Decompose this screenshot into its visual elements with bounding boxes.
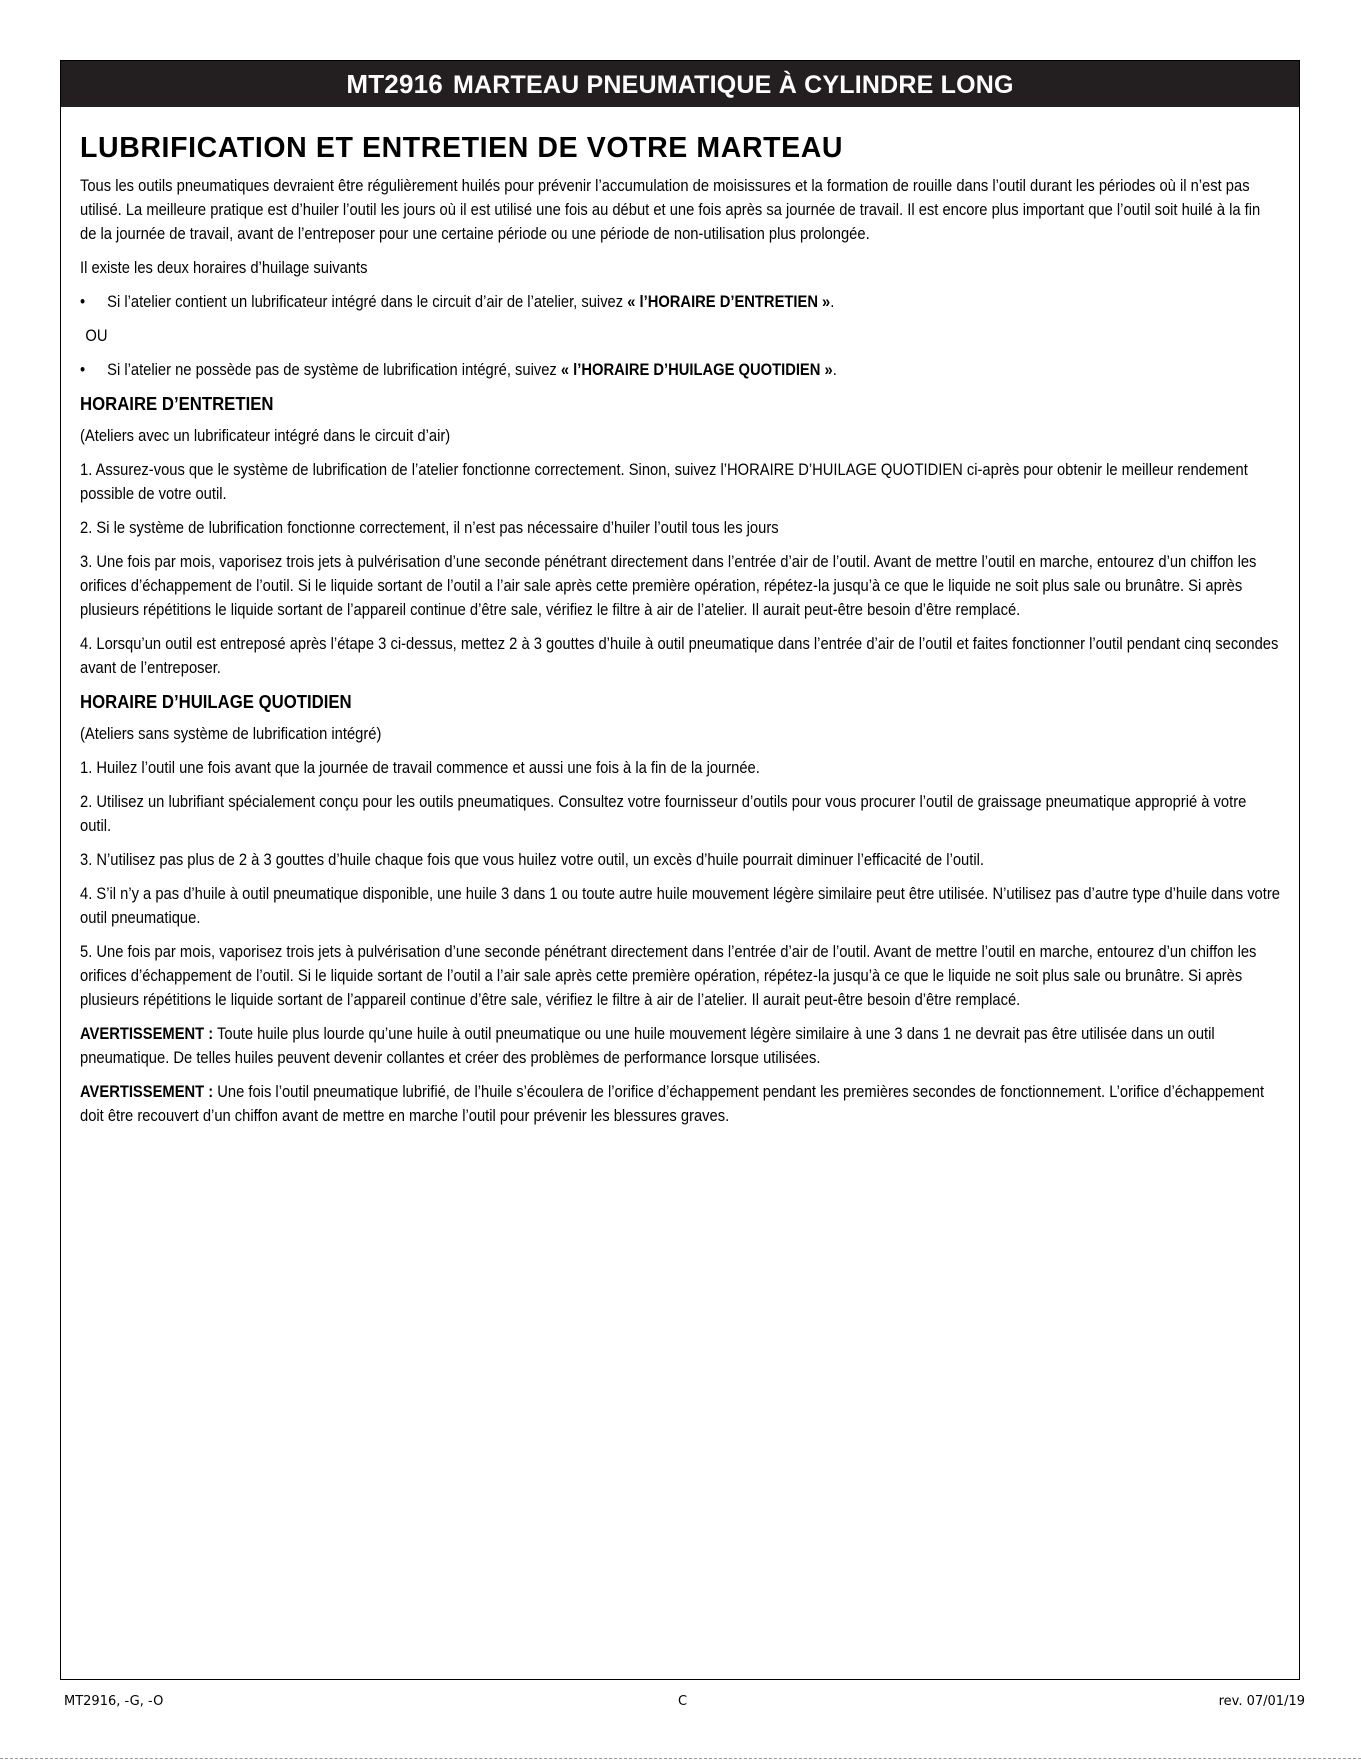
- daily-item: 5. Une fois par mois, vaporisez trois jets à pulvérisation d’une seconde pénétrant directement dans l’entrée d’air de l’outil. Avant de mettre l’outil en marche, entourez d’un chiffon les orifices d’échappement de l’outil. Si le liquide sortant de l’outil a l’air sale après cette première opération, répétez-la jusqu’à ce que le liquide ne soit plus sale ou brunâtre. Si après plusieurs répétitions le liquide sortant de l’appareil continue d’être sale, vérifiez le filtre à air de l’atelier. Il aurait peut-être besoin d’être remplacé.: [80, 943, 1257, 1009]
- page-footer: [64, 1694, 1305, 1714]
- daily-item: 3. N’utilisez pas plus de 2 à 3 gouttes d’huile chaque fois que vous huilez votre outil, un excès d’huile pourrait diminuer l’efficacité de l’outil.: [80, 851, 984, 869]
- footer-page-letter: C: [678, 1694, 688, 1709]
- maintenance-subtitle: (Ateliers avec un lubrificateur intégré dans le circuit d’air): [80, 427, 451, 445]
- intro-paragraph: Tous les outils pneumatiques devraient être régulièrement huilés pour prévenir l’accumulation de moisissures et la formation de rouille dans l’outil durant les périodes où il n’est pas utilisé. La meilleure pratique est d’huiler l’outil les jours où il est utilisé une fois au début et une fois après sa journée de travail. Il est encore plus important que l’outil soit huilé à la fin de la journée de travail, avant de l’entreposer pour une certaine période ou une période de non-utilisation plus prolongée.: [80, 177, 1261, 243]
- maintenance-item: 2. Si le système de lubrification fonctionne correctement, il n’est pas nécessaire d’huiler l’outil tous les jours: [80, 519, 779, 537]
- footer-model-codes: MT2916, -G, -O: [64, 1694, 164, 1709]
- daily-item: 4. S’il n’y a pas d’huile à outil pneumatique disponible, une huile 3 dans 1 ou toute autre huile mouvement légère similaire peut être utilisée. N’utilisez pas d’autre type d’huile dans votre outil pneumatique.: [80, 885, 1280, 927]
- schedules-intro: Il existe les deux horaires d’huilage suivants: [80, 259, 368, 277]
- warning-label: AVERTISSEMENT :: [80, 1025, 214, 1043]
- bullet-item: [80, 358, 1280, 382]
- main-title: LUBRIFICATION ET ENTRETIEN DE VOTRE MARTEAU: [80, 132, 844, 164]
- bullet-bold: « l’HORAIRE D’ENTRETIEN »: [627, 293, 831, 311]
- bullet-end: .: [830, 293, 835, 311]
- document-body: [80, 131, 1280, 1138]
- daily-item: 1. Huilez l’outil une fois avant que la journée de travail commence et aussi une fois à la fin de la journée.: [80, 759, 760, 777]
- warning-paragraph: [80, 1022, 1280, 1070]
- header-model: MT2916: [346, 69, 443, 99]
- daily-item: 2. Utilisez un lubrifiant spécialement conçu pour les outils pneumatiques. Consultez votre fournisseur d’outils pour vous procurer l’outil de graissage pneumatique approprié à votre outil.: [80, 793, 1247, 835]
- warning-text: Une fois l’outil pneumatique lubrifié, de l’huile s’écoulera de l’orifice d’échappement pendant les premières secondes de fonctionnement. L’orifice d’échappement doit être recouvert d’un chiffon avant de mettre en marche l’outil pour prévenir les blessures graves.: [80, 1083, 1265, 1125]
- bullet-end: .: [832, 361, 837, 379]
- maintenance-item: 4. Lorsqu’un outil est entreposé après l’étape 3 ci-dessus, mettez 2 à 3 gouttes d’huile à outil pneumatique dans l’entrée d’air de l’outil et faites fonctionner l’outil pendant cinq secondes avant de l’entreposer.: [80, 635, 1279, 677]
- warning-label: AVERTISSEMENT :: [80, 1083, 214, 1101]
- bullet-icon: •: [80, 361, 86, 379]
- page-frame: [60, 60, 1300, 1680]
- bullet-text: Si l’atelier contient un lubrificateur intégré dans le circuit d’air de l’atelier, suivez: [107, 293, 628, 311]
- maintenance-item: 1. Assurez-vous que le système de lubrification de l’atelier fonctionne correctement. Sinon, suivez l’HORAIRE D’HUILAGE QUOTIDIEN ci-après pour obtenir le meilleur rendement possible de votre outil.: [80, 461, 1248, 503]
- bottom-trim-line: [0, 1758, 1361, 1760]
- bullet-text: Si l’atelier ne possède pas de système de lubrification intégré, suivez: [107, 361, 561, 379]
- bullet-icon: •: [80, 293, 86, 311]
- daily-subtitle: (Ateliers sans système de lubrification intégré): [80, 725, 382, 743]
- header-bar: [61, 61, 1299, 107]
- daily-heading: HORAIRE D’HUILAGE QUOTIDIEN: [80, 691, 352, 712]
- header-title: MARTEAU PNEUMATIQUE À CYLINDRE LONG: [452, 71, 1014, 99]
- warning-text: Toute huile plus lourde qu’une huile à outil pneumatique ou une huile mouvement légère similaire à une 3 dans 1 ne devrait pas être utilisée dans un outil pneumatique. De telles huiles peuvent devenir collantes et créer des problèmes de performance lorsque utilisées.: [80, 1025, 1215, 1067]
- maintenance-heading: HORAIRE D’ENTRETIEN: [80, 393, 274, 414]
- warning-paragraph: [80, 1080, 1280, 1128]
- bullet-item: [80, 290, 1280, 314]
- bullet-bold: « l’HORAIRE D’HUILAGE QUOTIDIEN »: [560, 361, 833, 379]
- footer-revision: rev. 07/01/19: [1218, 1694, 1305, 1709]
- or-separator: OU: [85, 327, 108, 345]
- maintenance-item: 3. Une fois par mois, vaporisez trois jets à pulvérisation d’une seconde pénétrant directement dans l’entrée d’air de l’outil. Avant de mettre l’outil en marche, entourez d’un chiffon les orifices d’échappement de l’outil. Si le liquide sortant de l’outil a l’air sale après cette première opération, répétez-la jusqu’à ce que le liquide ne soit plus sale ou brunâtre. Si après plusieurs répétitions le liquide sortant de l’appareil continue d’être sale, vérifiez le filtre à air de l’atelier. Il aurait peut-être besoin d’être remplacé.: [80, 553, 1257, 619]
